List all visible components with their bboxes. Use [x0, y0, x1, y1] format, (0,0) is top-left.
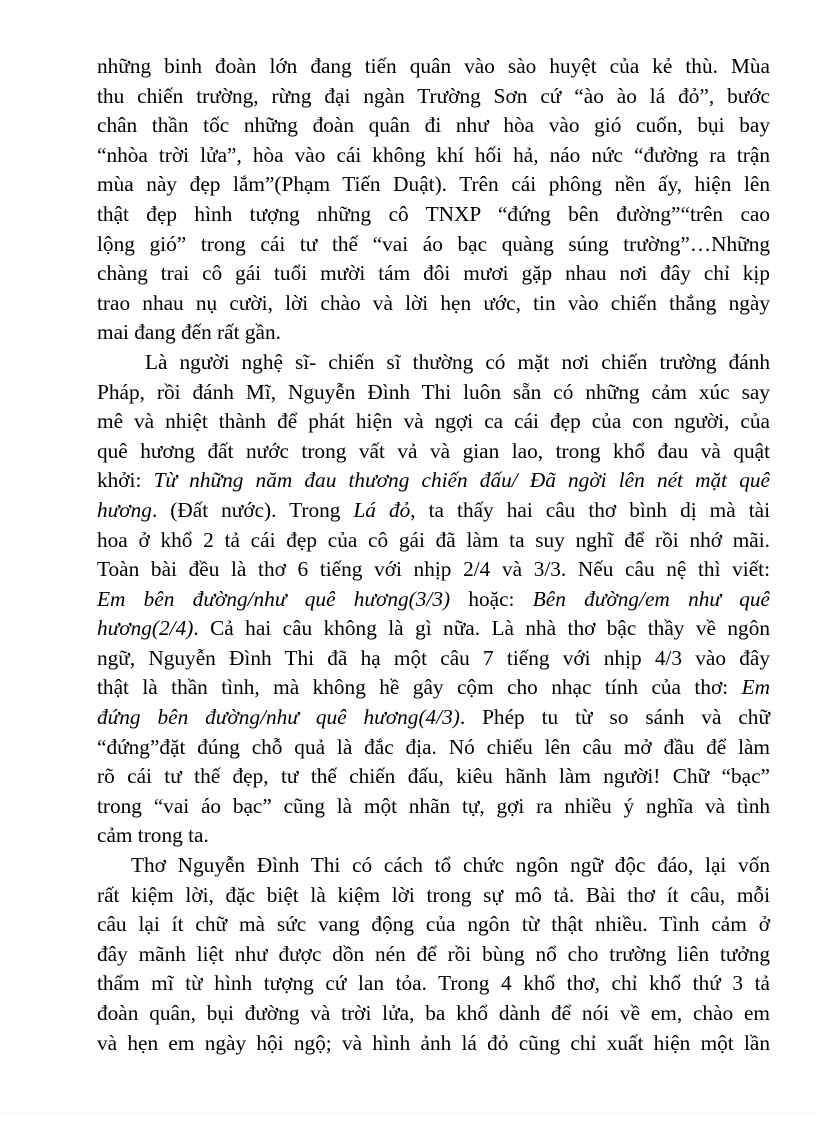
text-segment: trao nhau nụ cười, lời chào và lời hẹn ước, tin vào chiến thắng ngày	[97, 290, 770, 315]
italic-quote-segment: Em bên đường/như quê hương(3/3)	[97, 586, 451, 611]
text-segment: rất kiệm lời, đặc biệt là kiệm lời trong sự mô tả. Bài thơ ít câu, mỗi	[97, 882, 770, 907]
text-segment: thu chiến trường, rừng đại ngàn Trường Sơn cứ “ào ào lá đỏ”, bước	[97, 83, 770, 108]
text-segment: chân thần tốc những đoàn quân đi như hòa vào gió cuốn, bụi bay	[97, 113, 770, 138]
text-segment: Là người nghệ sĩ- chiến sĩ thường có mặt nơi chiến trường đánh	[145, 349, 770, 374]
text-segment: cảm trong ta.	[97, 823, 209, 848]
text-line	[97, 348, 770, 378]
text-line	[97, 644, 770, 674]
text-segment: Toàn bài đều là thơ 6 tiếng với nhịp 2/4 và 3/3. Nếu câu nệ thì viết:	[97, 557, 770, 582]
text-segment: đoàn quân, bụi đường và trời lửa, ba khổ dành để nói về em, chào em	[97, 1001, 770, 1025]
italic-quote-segment: Từ những năm đau thương chiến đấu/ Đã ngời lên nét mặt quê	[153, 468, 770, 493]
text-line	[97, 466, 770, 496]
text-segment: rõ cái tư thế đẹp, tư thế chiến đấu, kiêu hãnh làm người! Chữ “bạc”	[97, 764, 770, 789]
text-segment: và hẹn em ngày hội ngộ; và hình ảnh lá đỏ cũng chỉ xuất hiện một lần	[97, 1030, 770, 1055]
text-line	[97, 703, 770, 733]
text-segment: Thơ Nguyễn Đình Thi có cách tổ chức ngôn ngữ độc đáo, lại vốn	[131, 853, 770, 878]
text-line	[97, 141, 770, 171]
italic-quote-segment: hương	[97, 497, 152, 522]
text-line	[97, 200, 770, 230]
text-line	[97, 289, 770, 319]
text-line	[97, 585, 770, 615]
text-line	[97, 555, 770, 585]
text-segment: hoặc:	[450, 586, 533, 611]
text-line	[97, 762, 770, 792]
text-segment: câu lại ít chữ mà sức vang động của ngôn từ thật nhiều. Tình cảm ở	[97, 912, 770, 937]
page-bottom-divider	[0, 1113, 816, 1114]
text-line	[97, 82, 770, 112]
text-line	[97, 1029, 770, 1059]
text-segment: “nhòa trời lửa”, hòa vào cái không khí hối hả, náo nức “đường ra trận	[97, 142, 770, 167]
text-segment: thẩm mĩ từ hình tượng cứ lan tỏa. Trong 4 khổ thơ, chỉ khổ thứ 3 tả	[97, 971, 770, 996]
italic-quote-segment: Bên đường/em như quê	[532, 586, 770, 611]
text-line	[97, 496, 770, 526]
text-line	[97, 170, 770, 200]
text-segment: . Cả hai câu không là gì nữa. Là nhà thơ bậc thầy về ngôn	[193, 616, 770, 641]
text-segment: mùa này đẹp lắm”(Phạm Tiến Duật). Trên cái phông nền ấy, hiện lên	[97, 172, 770, 197]
text-line	[97, 437, 770, 467]
text-line	[97, 378, 770, 408]
text-segment: . (Đất nước). Trong	[151, 497, 354, 522]
text-segment: mê và nhiệt thành để phát hiện và ngợi ca cái đẹp của con người, của	[97, 409, 770, 434]
text-line	[97, 673, 770, 703]
text-line	[97, 969, 770, 999]
text-segment: đây mãnh liệt như được dồn nén để rồi bùng nổ cho trường liên tưởng	[97, 941, 770, 966]
document-page	[97, 52, 770, 1058]
text-segment: ngữ, Nguyễn Đình Thi đã hạ một câu 7 tiếng với nhịp 4/3 vào đây	[97, 645, 770, 670]
italic-quote-segment: đứng bên đường/như quê hương(4/3)	[97, 705, 460, 730]
text-segment: “đứng”đặt đúng chỗ quả là đắc địa. Nó chiếu lên câu mở đầu để làm	[97, 734, 770, 759]
text-line	[97, 792, 770, 822]
text-segment: . Phép tu từ so sánh và chữ	[459, 705, 770, 730]
italic-quote-segment: Lá đỏ	[353, 497, 411, 522]
text-segment: chàng trai cô gái tuổi mười tám đôi mươi gặp nhau nơi đây chỉ kịp	[97, 261, 770, 286]
text-segment: , ta thấy hai câu thơ bình dị mà tài	[410, 497, 770, 522]
text-line	[97, 111, 770, 141]
text-line	[97, 407, 770, 437]
text-line	[97, 318, 770, 348]
text-line	[97, 526, 770, 556]
text-line	[97, 614, 770, 644]
text-line	[97, 851, 770, 881]
italic-quote-segment: hương(2/4)	[97, 616, 194, 641]
text-line	[97, 52, 770, 82]
text-segment: thật đẹp hình tượng những cô TNXP “đứng bên đường”“trên cao	[97, 201, 770, 226]
text-segment: Pháp, rồi đánh Mĩ, Nguyễn Đình Thi luôn sẵn có những cảm xúc say	[97, 379, 770, 404]
text-line	[97, 999, 770, 1029]
text-line	[97, 881, 770, 911]
text-segment: khởi:	[97, 468, 154, 493]
text-segment: trong “vai áo bạc” cũng là một nhãn tự, gợi ra nhiều ý nghĩa và tình	[97, 793, 770, 818]
text-segment: thật là thần tình, mà không hề gây cộm cho nhạc tính của thơ:	[97, 675, 742, 700]
text-line	[97, 940, 770, 970]
text-line	[97, 230, 770, 260]
italic-quote-segment: Em	[741, 675, 770, 700]
text-segment: những binh đoàn lớn đang tiến quân vào sào huyệt của kẻ thù. Mùa	[97, 54, 770, 78]
text-line	[97, 259, 770, 289]
text-line	[97, 733, 770, 763]
text-segment: hoa ở khổ 2 tả cái đẹp của cô gái đã làm ta suy nghĩ để rồi nhớ mãi.	[97, 527, 770, 552]
text-line	[97, 821, 770, 851]
text-segment: mai đang đến rất gần.	[97, 320, 281, 345]
text-segment: lộng gió” trong cái tư thế “vai áo bạc quàng súng trường”…Những	[97, 231, 770, 256]
text-line	[97, 910, 770, 940]
text-segment: quê hương đất nước trong vất vả và gian lao, trong khổ đau và quật	[97, 438, 770, 463]
